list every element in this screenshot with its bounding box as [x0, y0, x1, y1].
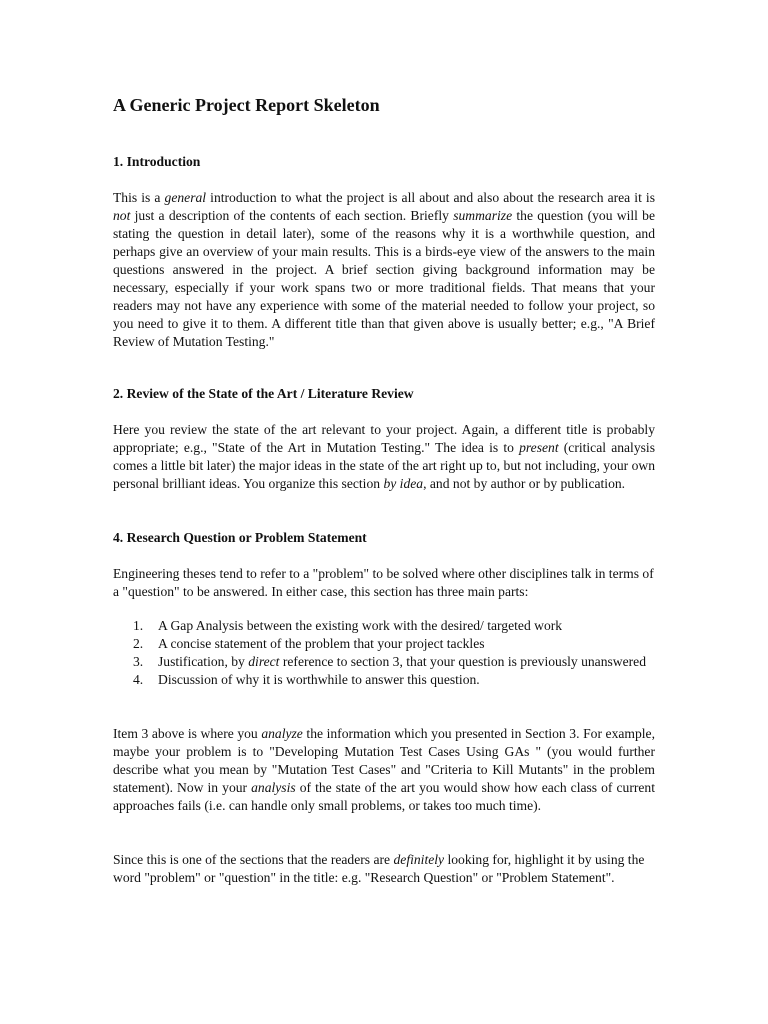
emphasis-text: present [519, 440, 559, 455]
text-run: (critical analysis comes a little bit later) the major ideas in the state of the art right up to, but not including, your own personal brilliant ideas. You organize this section [113, 440, 655, 491]
list-number: 2. [133, 636, 144, 651]
research-question-intro: Engineering theses tend to refer to a "problem" to be solved where other disciplines talk in terms of a "question" to be answered. In either case, this section has three main parts: [113, 566, 654, 599]
emphasis-text: direct [248, 654, 280, 669]
text-run: , and not by author or by publication. [423, 476, 626, 491]
emphasis-text: not [113, 208, 131, 223]
text-run: just a description of the contents of each section. Briefly [130, 208, 454, 223]
text-run: Here you review the state of the art relevant to your project. Again, a different title is probably appropriate; e.g., "State of the Art in Mutation Testing." The idea is to [113, 422, 655, 455]
text-run: the information which you presented in Section 3. For example, maybe your problem is to "Developing Mutation Test Cases Using GAs " (you would further describe what you mean by "Mutation Test Cases" and "Criteria to Kill Mutants" in the problem statement). Now in your [113, 726, 655, 795]
document-title: A Generic Project Report Skeleton [113, 95, 380, 115]
list-item-text: A Gap Analysis between the existing work with the desired/ targeted work [158, 618, 563, 633]
literature-review-paragraph [113, 421, 655, 493]
emphasis-text: by idea [383, 476, 424, 491]
emphasis-text: general [164, 190, 207, 205]
emphasis-text: analyze [261, 726, 303, 741]
analysis-paragraph [113, 725, 655, 815]
list-item-text: Discussion of why it is worthwhile to answer this question. [158, 672, 480, 687]
research-parts-list [113, 617, 655, 689]
list-item [113, 671, 655, 689]
text-run: introduction to what the project is all about and also about the research area it is [206, 190, 655, 205]
text-run: of the state of the art you would show how each class of current approaches fails (i.e. can handle only small problems, or takes too much time). [113, 780, 655, 813]
text-run: looking for, highlight it by using the word "problem" or "question" in the title: e.g. "Research Question" or "Problem Statement". [113, 852, 645, 885]
list-number: 3. [133, 654, 144, 669]
text-run: Since this is one of the sections that the readers are [113, 852, 394, 867]
emphasis-text: analysis [251, 780, 296, 795]
section-heading-literature-review: 2. Review of the State of the Art / Literature Review [113, 386, 414, 401]
list-item-text: A concise statement of the problem that your project tackles [158, 636, 485, 651]
emphasis-text: summarize [453, 208, 513, 223]
list-item-text: Justification, by [158, 654, 249, 669]
text-run: This is a [113, 190, 165, 205]
emphasis-text: definitely [393, 852, 445, 867]
list-item-text: reference to section 3, that your question is previously unanswered [279, 654, 646, 669]
list-item [113, 653, 655, 671]
text-run: Item 3 above is where you [113, 726, 262, 741]
section-heading-research-question: 4. Research Question or Problem Statement [113, 530, 367, 545]
list-number: 4. [133, 672, 144, 687]
section-heading-introduction: 1. Introduction [113, 154, 201, 169]
list-number: 1. [133, 618, 144, 633]
text-run: the question (you will be stating the question in detail later), some of the reasons why it is a worthwhile question, and perhaps give an overview of your main results. This is a birds-eye view of the answers to the main questions answered in the project. A brief section giving background information may be necessary, especially if your work spans two or more traditional fields. That means that your readers may not have any experience with some of the material needed to follow your project, so you need to give it to them. A different title than that given above is usually better; e.g., "A Brief Review of Mutation Testing." [113, 208, 656, 349]
list-item [113, 635, 655, 653]
list-item [113, 617, 655, 635]
highlight-paragraph [113, 851, 655, 887]
introduction-paragraph [113, 189, 655, 351]
